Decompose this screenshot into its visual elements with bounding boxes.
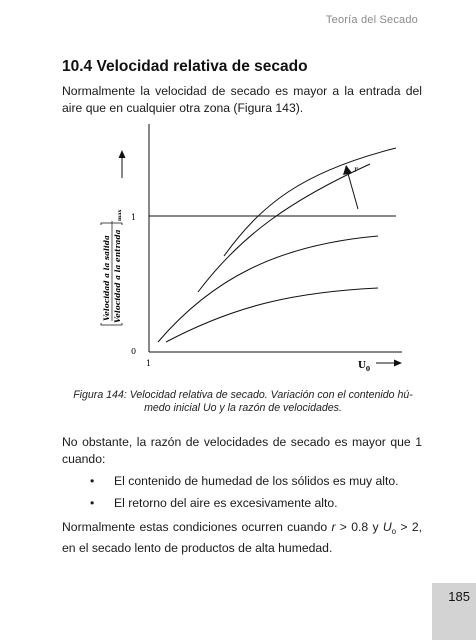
y-tick-0: 0 bbox=[131, 347, 137, 356]
curve-2 bbox=[198, 164, 370, 292]
paragraph-condition: No obstante, la razón de velocidades de secado es mayor que 1 cuando: bbox=[62, 435, 422, 466]
conclusion-u-subscript: o bbox=[391, 527, 397, 536]
bullet-icon: • bbox=[90, 474, 95, 488]
conclusion-part-2: > 0.8 y bbox=[335, 520, 383, 534]
r-arrow-line bbox=[347, 170, 358, 209]
caption-line-2: medo inicial Uo y la razón de velocidades. bbox=[144, 402, 342, 414]
figure-caption bbox=[66, 389, 420, 415]
paragraph-conclusion bbox=[62, 519, 422, 557]
conclusion-u: U bbox=[382, 520, 392, 534]
list-item-text: El contenido de humedad de los sólidos es muy alto. bbox=[114, 474, 399, 488]
list-item-text: El retorno del aire es excesivamente alto. bbox=[114, 496, 338, 510]
section-title: 10.4 Velocidad relativa de secado bbox=[62, 58, 308, 75]
running-header: Teoría del Secado bbox=[325, 14, 418, 26]
y-arrow-head bbox=[119, 150, 126, 158]
caption-line-1: Figura 144: Velocidad relativa de secado. Variación con el contenido hú- bbox=[73, 389, 413, 401]
curve-4 bbox=[166, 288, 378, 342]
x-tick-1: 1 bbox=[146, 359, 152, 368]
bullet-list bbox=[90, 473, 399, 517]
x-label: $U_0$ bbox=[358, 361, 371, 373]
y-label-numerator: Velocidad a la salida bbox=[102, 235, 111, 321]
figure-relative-drying-rate bbox=[96, 120, 426, 382]
conclusion-part-3: > 2, en el secado lento de productos de alta humedad. bbox=[62, 520, 422, 555]
y-label-bracket-right bbox=[101, 223, 122, 225]
chart bbox=[96, 120, 426, 382]
x-arrow-head bbox=[394, 360, 402, 367]
curve-1 bbox=[224, 148, 396, 256]
conclusion-r: r bbox=[331, 520, 336, 534]
curve-label-r: r bbox=[354, 165, 358, 174]
y-label-denominator: Velocidad a la entrada bbox=[113, 229, 122, 323]
y-tick-1: 1 bbox=[131, 213, 137, 222]
page-number: 185 bbox=[448, 589, 470, 604]
page-number-tab bbox=[432, 583, 476, 640]
curve-3 bbox=[158, 236, 378, 342]
paragraph-intro: Normalmente la velocidad de secado es mayor a la entrada del aire que en cualquier otra zona (Figura 143). bbox=[62, 84, 422, 115]
y-label-subscript: max bbox=[117, 209, 123, 221]
bullet-icon: • bbox=[90, 496, 95, 510]
list-item bbox=[90, 495, 399, 517]
conclusion-part-1: Normalmente estas condiciones ocurren cuando bbox=[62, 520, 332, 534]
list-item bbox=[90, 473, 399, 495]
